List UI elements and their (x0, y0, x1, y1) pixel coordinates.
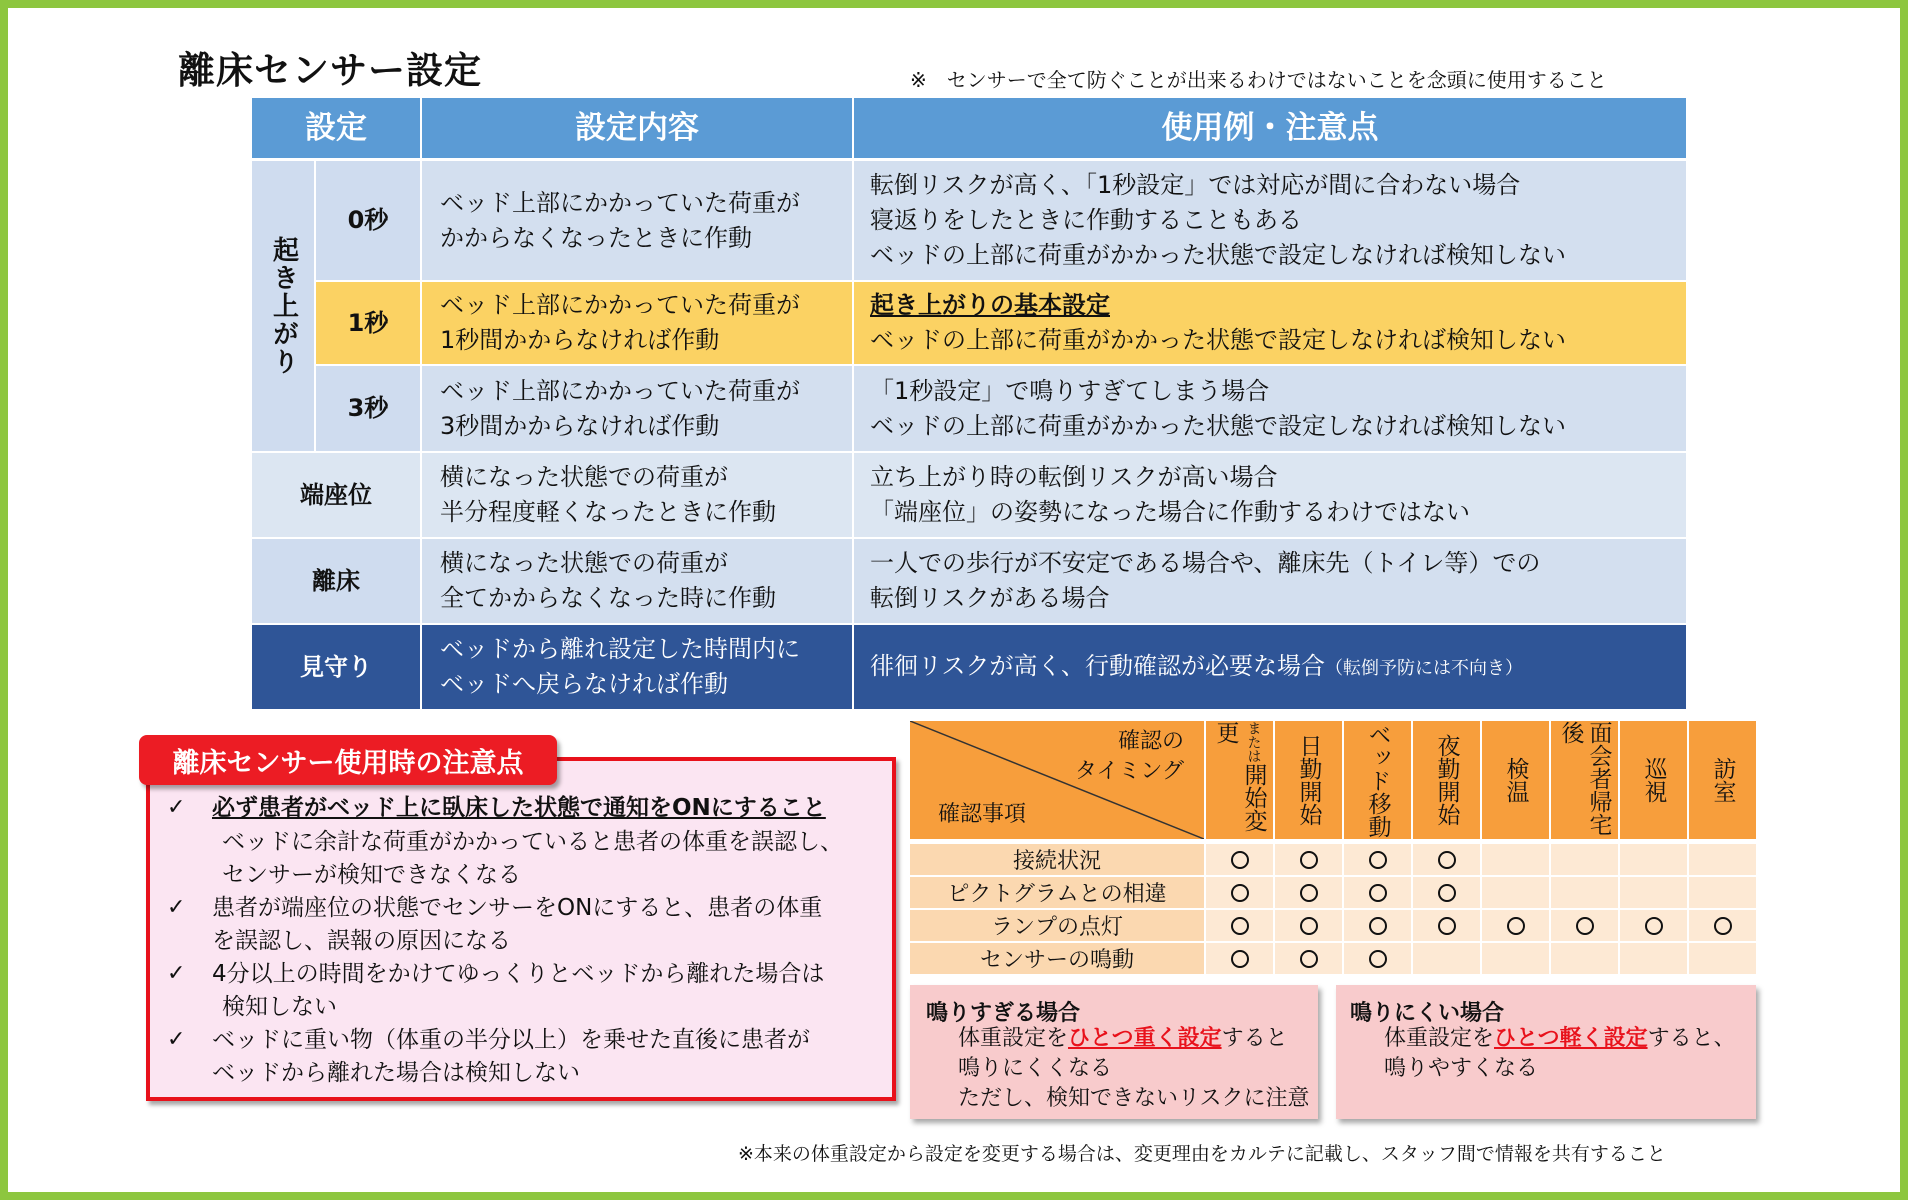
content-3sec (422, 366, 852, 451)
timing-cell (1551, 943, 1618, 974)
check-circle-icon (1231, 851, 1249, 869)
timing-col-header (1620, 721, 1687, 839)
timing-col-label: 日勤開始 (1295, 734, 1322, 826)
content-0sec (422, 161, 852, 280)
caution-title: 離床センサー使用時の注意点 (139, 735, 557, 785)
check-circle-icon (1438, 884, 1456, 902)
note-line: 寝返りをしたときに作動することもある (870, 206, 1302, 234)
check-circle-icon (1231, 917, 1249, 935)
note-small: （転倒予防には不向き） (1325, 657, 1524, 679)
timing-col-label (1212, 721, 1268, 839)
notes-1sec (854, 282, 1686, 364)
check-circle-icon (1231, 884, 1249, 902)
timing-col-label: 検温 (1502, 757, 1529, 803)
content-line: 横になった状態での荷重が (440, 463, 728, 491)
check-circle-icon (1300, 851, 1318, 869)
or-label: または (1245, 721, 1262, 763)
caution-line: 4分以上の時間をかけてゆっくりとベッドから離れた場合は (212, 961, 825, 987)
content-line: 3秒間かからなければ作動 (440, 411, 720, 440)
caution-line: ベッドに重い物（体重の半分以上）を乗せた直後に患者が (212, 1027, 810, 1053)
check-icon: ✓ (167, 895, 186, 920)
content-line: 1秒間かからなければ作動 (440, 326, 720, 354)
check-circle-icon (1300, 950, 1318, 968)
timing-row-label: 接続状況 (910, 844, 1204, 875)
notes-watch (854, 625, 1686, 709)
timing-cell (1482, 877, 1549, 908)
timing-col-label: ベッド移動 (1364, 722, 1391, 838)
group-label: 起き上がり (268, 236, 299, 376)
content-line: ベッドから離れ設定した時間内に (440, 635, 800, 663)
timing-cell (1551, 844, 1618, 875)
timing-cell (1689, 910, 1756, 941)
content-leave-bed (422, 539, 852, 623)
notes-leave-bed (854, 539, 1686, 623)
note-line: 徘徊リスクが高く、行動確認が必要な場合 (870, 651, 1326, 680)
timing-col-label: 夜勤開始 (1433, 734, 1460, 826)
timing-col-header (1551, 721, 1618, 839)
notes-sitting (854, 453, 1686, 537)
too-little-line (1384, 1024, 1736, 1054)
timing-row-label: ピクトグラムとの相違 (910, 877, 1204, 908)
grid-corner (910, 721, 1204, 839)
col-text: 開始変更 (1212, 721, 1267, 832)
timing-cell (1206, 844, 1273, 875)
check-icon: ✓ (167, 795, 186, 820)
timing-col-header (1413, 721, 1480, 839)
timing-col-label: 訪室 (1709, 757, 1736, 803)
check-circle-icon (1576, 917, 1594, 935)
note-line: 立ち上がり時の転倒リスクが高い場合 (870, 463, 1278, 491)
content-1sec (422, 282, 852, 364)
timing-cell (1275, 844, 1342, 875)
too-little-line: 鳴りやすくなる (1384, 1056, 1539, 1081)
timing-col-header (1689, 721, 1756, 839)
content-line: ベッドへ戻らなければ作動 (440, 670, 728, 698)
timing-cell (1482, 844, 1549, 875)
timing-row-label: ランプの点灯 (910, 910, 1204, 941)
content-line: 全てかからなくなった時に作動 (440, 584, 776, 612)
timing-cell (1482, 910, 1549, 941)
check-circle-icon (1300, 917, 1318, 935)
timing-col-header (1482, 721, 1549, 839)
check-circle-icon (1438, 917, 1456, 935)
timing-cell (1413, 943, 1480, 974)
timing-cell (1344, 943, 1411, 974)
caution-line: 患者が端座位の状態でセンサーをONにすると、患者の体重 (212, 895, 823, 921)
setting-1sec: 1秒 (316, 282, 420, 364)
bottom-note: ※本来の体重設定から設定を変更する場合は、変更理由をカルテに記載し、スタッフ間で情報を共有すること (738, 1143, 1666, 1165)
content-line: 横になった状態での荷重が (440, 549, 728, 577)
timing-cell (1275, 943, 1342, 974)
caution-line: 検知しない (222, 994, 337, 1020)
timing-cell (1206, 877, 1273, 908)
timing-col-header (1344, 721, 1411, 839)
caution-line: ベッドに余計な荷重がかかっていると患者の体重を誤認し、 (222, 829, 843, 855)
timing-cell (1620, 943, 1687, 974)
check-circle-icon (1369, 917, 1387, 935)
timing-cell (1689, 943, 1756, 974)
timing-cell (1206, 910, 1273, 941)
timing-cell (1344, 844, 1411, 875)
timing-cell (1620, 844, 1687, 875)
timing-cell (1620, 910, 1687, 941)
content-line: ベッド上部にかかっていた荷重が (440, 376, 800, 405)
check-icon: ✓ (167, 1027, 186, 1052)
timing-cell (1344, 877, 1411, 908)
setting-watch: 見守り (252, 625, 420, 709)
timing-col-header (1206, 721, 1273, 839)
timing-cell (1620, 877, 1687, 908)
too-much-line (958, 1024, 1288, 1054)
corner-top-label (1075, 727, 1184, 787)
too-much-line: 鳴りにくくなる (958, 1056, 1113, 1081)
corner-bottom-label: 確認事項 (938, 802, 1027, 827)
text-part: すると (1221, 1026, 1288, 1051)
timing-cell (1689, 877, 1756, 908)
check-circle-icon (1369, 950, 1387, 968)
content-line: ベッド上部にかかっていた荷重が (440, 291, 800, 319)
content-line: かからなくなったときに作動 (440, 223, 752, 252)
check-circle-icon (1369, 851, 1387, 869)
timing-cell (1344, 910, 1411, 941)
note-line: ベッドの上部に荷重がかかった状態で設定しなければ検知しない (870, 241, 1566, 269)
setting-3sec: 3秒 (316, 366, 420, 451)
timing-cell (1551, 910, 1618, 941)
note-line: 一人での歩行が不安定である場合や、離床先（トイレ等）での (870, 549, 1541, 577)
check-circle-icon (1438, 851, 1456, 869)
timing-cell (1413, 910, 1480, 941)
setting-leave-bed: 離床 (252, 539, 420, 623)
header-notes: 使用例・注意点 (854, 98, 1686, 158)
check-circle-icon (1300, 884, 1318, 902)
timing-cell (1275, 910, 1342, 941)
note-line: 転倒リスクが高く、「1秒設定」では対応が間に合わない場合 (870, 171, 1521, 199)
note-line: 「1秒設定」で鳴りすぎてしまう場合 (870, 376, 1270, 405)
timing-row-label: センサーの鳴動 (910, 943, 1204, 974)
content-line: ベッド上部にかかっていた荷重が (440, 188, 800, 217)
caution-line: センサーが検知できなくなる (222, 862, 521, 888)
note-line: ベッドの上部に荷重がかかった状態で設定しなければ検知しない (870, 411, 1566, 440)
note-line: 転倒リスクがある場合 (870, 584, 1110, 612)
note-line: 「端座位」の姿勢になった場合に作動するわけではない (870, 498, 1470, 526)
timing-cell (1206, 943, 1273, 974)
notes-3sec (854, 366, 1686, 451)
timing-cell (1413, 844, 1480, 875)
check-circle-icon (1507, 917, 1525, 935)
basic-setting-label: 起き上がりの基本設定 (870, 291, 1110, 319)
header-content: 設定内容 (422, 98, 852, 158)
timing-cell (1551, 877, 1618, 908)
check-icon: ✓ (167, 961, 186, 986)
corner-top-line: 確認の (1117, 729, 1184, 754)
corner-top-line: タイミング (1074, 759, 1184, 784)
timing-cell (1689, 844, 1756, 875)
setting-0sec: 0秒 (316, 161, 420, 280)
text-part: すると、 (1647, 1026, 1736, 1051)
too-much-title: 鳴りすぎる場合 (926, 1001, 1081, 1026)
timing-cell (1275, 877, 1342, 908)
lighter-setting: ひとつ軽く設定 (1494, 1026, 1648, 1051)
heavier-setting: ひとつ重く設定 (1068, 1026, 1222, 1051)
caution-line: ベッドから離れた場合は検知しない (212, 1060, 580, 1086)
page-title: 離床センサー設定 (178, 49, 482, 92)
too-little-title: 鳴りにくい場合 (1350, 1001, 1505, 1026)
text-part: 体重設定を (958, 1026, 1069, 1051)
timing-col-label: 面会者帰宅後 (1557, 721, 1612, 836)
setting-sitting: 端座位 (252, 453, 420, 537)
timing-cell (1482, 943, 1549, 974)
caution-line: を誤認し、誤報の原因になる (212, 928, 511, 954)
note-line: ベッドの上部に荷重がかかった状態で設定しなければ検知しない (870, 326, 1566, 354)
check-circle-icon (1231, 950, 1249, 968)
top-note: ※ センサーで全て防ぐことが出来るわけではないことを念頭に使用すること (910, 68, 1607, 92)
timing-cell (1413, 877, 1480, 908)
content-watch (422, 625, 852, 709)
too-much-line: ただし、検知できないリスクに注意 (958, 1086, 1310, 1111)
check-circle-icon (1714, 917, 1732, 935)
notes-0sec (854, 161, 1686, 280)
content-line: 半分程度軽くなったときに作動 (440, 498, 776, 526)
check-circle-icon (1369, 884, 1387, 902)
timing-col-header (1275, 721, 1342, 839)
group-label-cell (252, 161, 314, 451)
timing-col-label: 巡視 (1640, 757, 1667, 803)
text-part: 体重設定を (1384, 1026, 1495, 1051)
check-circle-icon (1645, 917, 1663, 935)
caution-item-head: 必ず患者がベッド上に臥床した状態で通知をONにすること (212, 795, 826, 821)
header-setting: 設定 (252, 98, 420, 158)
content-sitting (422, 453, 852, 537)
